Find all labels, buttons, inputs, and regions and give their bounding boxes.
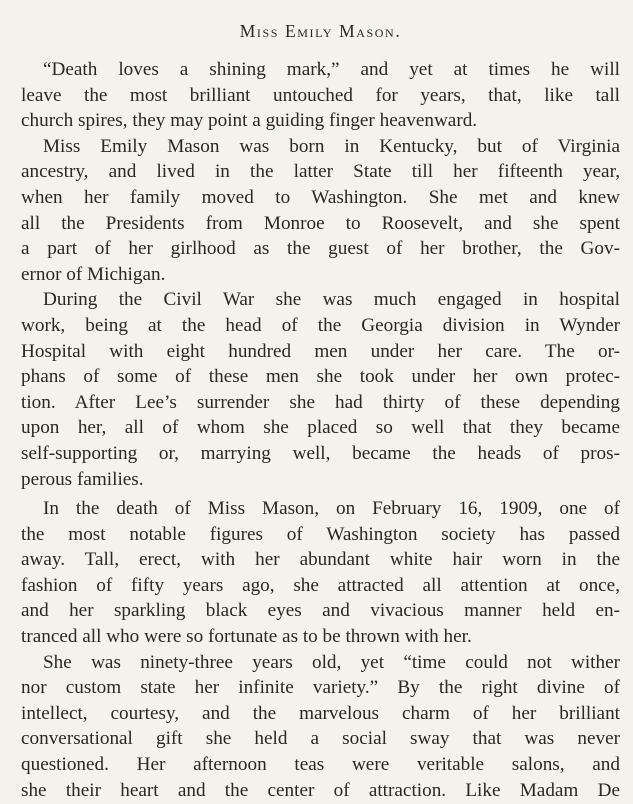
text-line: the most notable figures of Washington society has passed (21, 523, 620, 545)
text-line: conversational gift she held a social sway that was never (21, 728, 620, 750)
text-line: fashion of fifty years ago, she attracted all attention at once, (21, 574, 620, 596)
body-text (21, 57, 620, 803)
text-line: leave the most brilliant untouched for years, that, like tall (21, 84, 620, 106)
text-line: when her family moved to Washington. She met and knew (21, 186, 620, 208)
text-line: perous families. (21, 468, 144, 490)
text-line: a part of her girlhood as the guest of her brother, the Gov- (21, 238, 620, 260)
text-line: phans of some of these men she took under her own protec- (21, 366, 620, 388)
paragraph (21, 287, 620, 492)
text-line: away. Tall, erect, with her abundant white hair worn in the (21, 549, 620, 571)
text-line: Miss Emily Mason was born in Kentucky, but of Virginia (43, 135, 620, 157)
paragraph (21, 134, 620, 288)
text-line: During the Civil War she was much engaged in hospital (43, 289, 620, 311)
text-line: ancestry, and lived in the latter State till her fifteenth year, (21, 161, 620, 183)
paragraph (21, 650, 620, 804)
text-line: intellect, courtesy, and the marvelous charm of her brilliant (21, 702, 620, 724)
paragraph (21, 496, 620, 650)
text-line: church spires, they may point a guiding finger heavenward. (21, 110, 478, 132)
page-heading: Miss Emily Mason. (239, 21, 402, 41)
text-line: all the Presidents from Monroe to Roosevelt, and she spent (21, 212, 620, 234)
text-line: In the death of Miss Mason, on February 16, 1909, one of (43, 498, 620, 520)
text-line: She was ninety-three years old, yet “time could not wither (43, 651, 620, 673)
text-line: questioned. Her afternoon teas were veritable salons, and (21, 754, 620, 776)
text-line: upon her, all of whom she placed so well that they became (21, 417, 620, 439)
text-line: work, being at the head of the Georgia division in Wynder (21, 314, 620, 336)
text-line: she their heart and the center of attraction. Like Madam De (21, 779, 620, 801)
text-line: self-supporting or, marrying well, became the heads of pros- (21, 442, 620, 464)
text-line: and her sparkling black eyes and vivacious manner held en- (21, 600, 620, 622)
text-line: “Death loves a shining mark,” and yet at times he will (43, 59, 620, 80)
text-line: Hospital with eight hundred men under her care. The or- (21, 340, 620, 362)
text-line: tion. After Lee’s surrender she had thirty of these depending (21, 391, 620, 413)
paragraph (21, 57, 620, 134)
text-line: nor custom state her infinite variety.” By the right divine of (21, 677, 620, 699)
text-line: tranced all who were so fortunate as to be thrown with her. (21, 626, 472, 648)
text-line: ernor of Michigan. (21, 263, 166, 285)
